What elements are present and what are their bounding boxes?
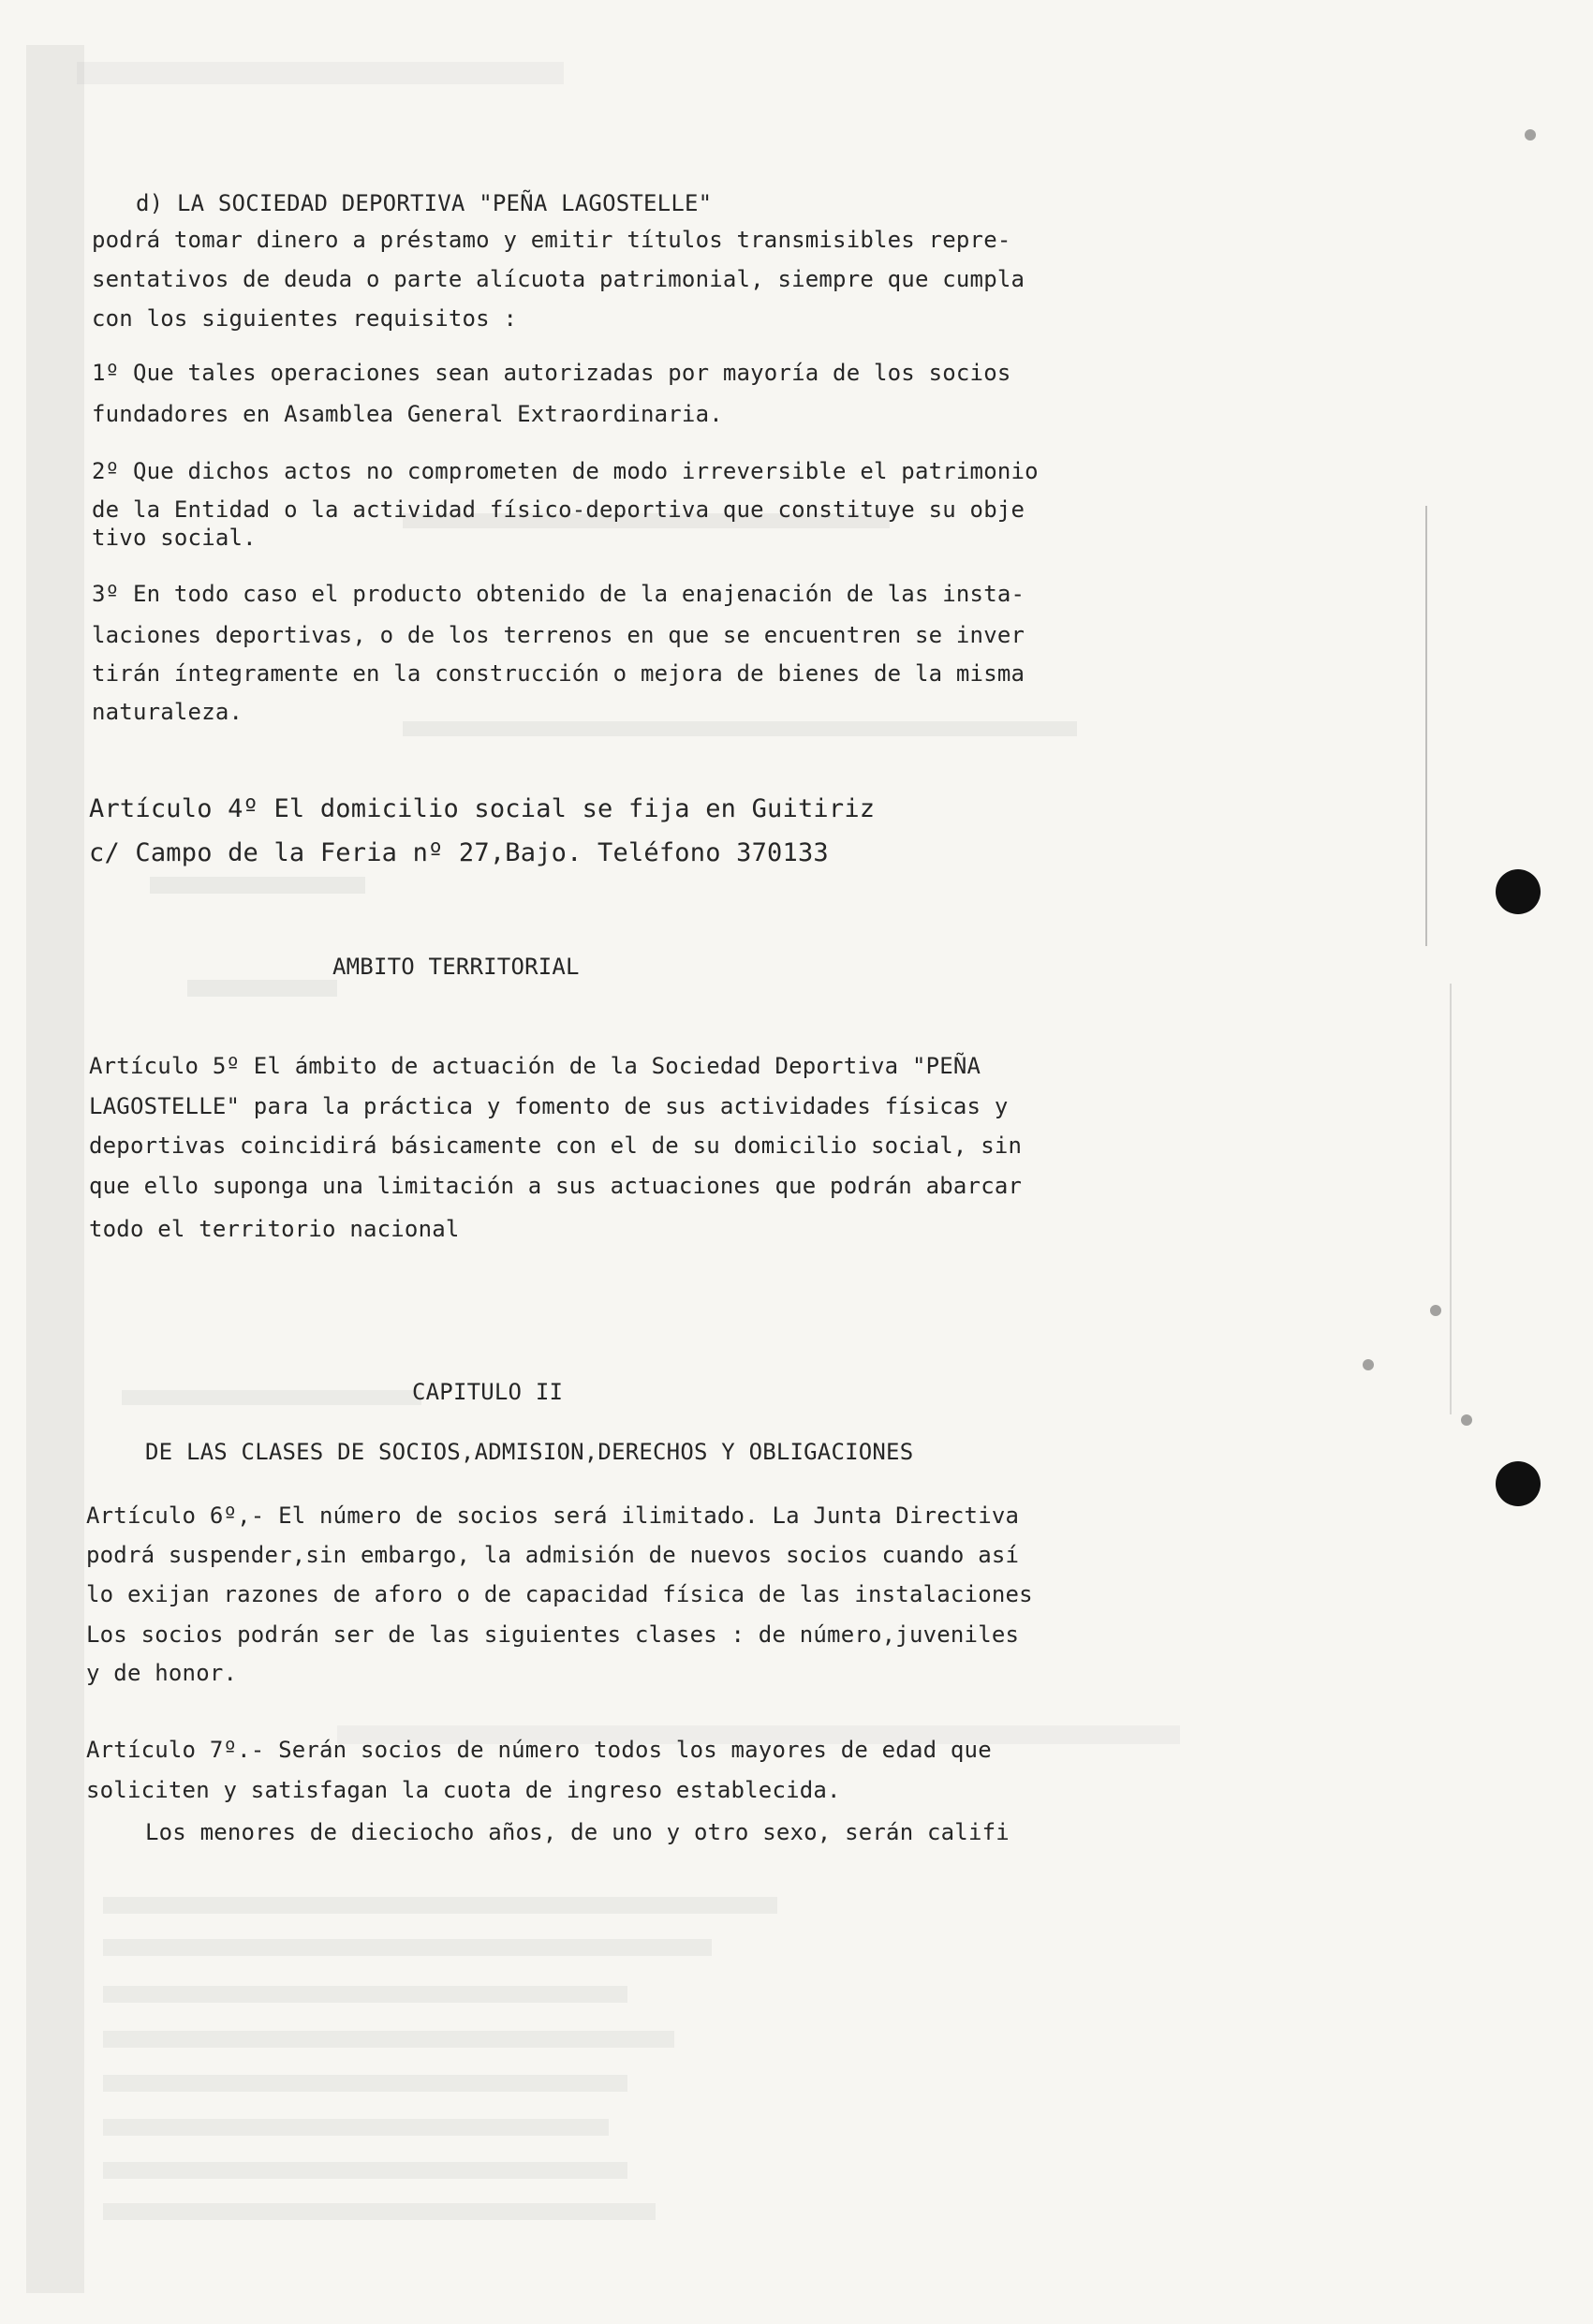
articulo-4-line-1: Artículo 4º El domicilio social se fija en Guitiriz (89, 794, 876, 823)
section-d-line-7: de la Entidad o la actividad físico-deportiva que constituye su obje (92, 496, 1025, 523)
articulo-6-line-1: Artículo 6º,- El número de socios será ilimitado. La Junta Directiva (86, 1502, 1020, 1529)
right-margin-line-1 (1425, 506, 1427, 946)
section-d-line-9: 3º En todo caso el producto obtenido de la enajenación de las insta- (92, 581, 1025, 607)
ambito-line-4: que ello suponga una limitación a sus actuaciones que podrán abarcar (89, 1173, 1023, 1199)
ambito-line-5: todo el territorio nacional (89, 1216, 460, 1242)
bleed-through-band-5 (122, 1390, 421, 1405)
section-d-line-11: tirán íntegramente en la construcción o mejora de bienes de la misma (92, 660, 1025, 687)
articulo-6-line-4: Los socios podrán ser de las siguientes clases : de número,juveniles (86, 1621, 1020, 1648)
section-d-line-5: fundadores en Asamblea General Extraordinaria. (92, 401, 723, 427)
top-noise-band (77, 62, 564, 84)
articulo-6-line-3: lo exijan razones de aforo o de capacidad física de las instalaciones (86, 1581, 1033, 1607)
bleed-through-band-10 (103, 2031, 674, 2048)
bleed-through-band-7 (103, 1897, 777, 1914)
articulo-7-line-3: Los menores de dieciocho años, de uno y otro sexo, serán califi (145, 1819, 1010, 1845)
section-d-line-12: naturaleza. (92, 699, 243, 725)
speck-3 (1363, 1359, 1374, 1370)
articulo-7-line-1: Artículo 7º.- Serán socios de número todos los mayores de edad que (86, 1737, 992, 1763)
section-d-line-8: tivo social. (92, 525, 257, 551)
section-d-line-4: 1º Que tales operaciones sean autorizadas por mayoría de los socios (92, 360, 1011, 386)
articulo-7-line-2: soliciten y satisfagan la cuota de ingreso establecida. (86, 1777, 841, 1803)
speck-1 (1525, 129, 1536, 141)
section-d-line-3: con los siguientes requisitos : (92, 305, 518, 332)
bleed-through-band-13 (103, 2162, 627, 2179)
speck-4 (1461, 1414, 1472, 1426)
bleed-through-band-8 (103, 1939, 712, 1956)
bleed-through-band-3 (150, 877, 365, 894)
ambito-line-1: Artículo 5º El ámbito de actuación de la Sociedad Deportiva "PEÑA (89, 1053, 981, 1079)
ambito-line-3: deportivas coincidirá básicamente con el de su domicilio social, sin (89, 1132, 1023, 1159)
capitulo-subtitle: DE LAS CLASES DE SOCIOS,ADMISION,DERECHOS Y OBLIGACIONES (145, 1439, 914, 1465)
section-d-heading: d) LA SOCIEDAD DEPORTIVA "PEÑA LAGOSTELLE" (136, 190, 713, 216)
bleed-through-band-4 (187, 980, 337, 997)
bleed-through-band-9 (103, 1986, 627, 2003)
punch-hole-lower (1496, 1461, 1541, 1506)
bleed-through-band-11 (103, 2075, 627, 2092)
left-margin-noise (26, 45, 84, 2293)
articulo-4-line-2: c/ Campo de la Feria nº 27,Bajo. Teléfono 370133 (89, 838, 829, 867)
section-d-line-2: sentativos de deuda o parte alícuota patrimonial, siempre que cumpla (92, 266, 1025, 292)
capitulo-title: CAPITULO II (412, 1379, 564, 1405)
section-d-line-6: 2º Que dichos actos no comprometen de modo irreversible el patrimonio (92, 458, 1039, 484)
bleed-through-band-12 (103, 2119, 609, 2136)
bleed-through-band-14 (103, 2203, 656, 2220)
speck-2 (1430, 1305, 1441, 1316)
punch-hole-upper (1496, 869, 1541, 914)
section-d-line-10: laciones deportivas, o de los terrenos en que se encuentren se inver (92, 622, 1025, 648)
bleed-through-band-2 (403, 721, 1077, 736)
right-margin-line-2 (1450, 984, 1452, 1414)
ambito-line-2: LAGOSTELLE" para la práctica y fomento de sus actividades físicas y (89, 1093, 1009, 1119)
articulo-6-line-5: y de honor. (86, 1660, 238, 1686)
articulo-6-line-2: podrá suspender,sin embargo, la admisión de nuevos socios cuando así (86, 1542, 1020, 1568)
ambito-heading: AMBITO TERRITORIAL (332, 954, 580, 980)
section-d-line-1: podrá tomar dinero a préstamo y emitir títulos transmisibles repre- (92, 227, 1011, 253)
